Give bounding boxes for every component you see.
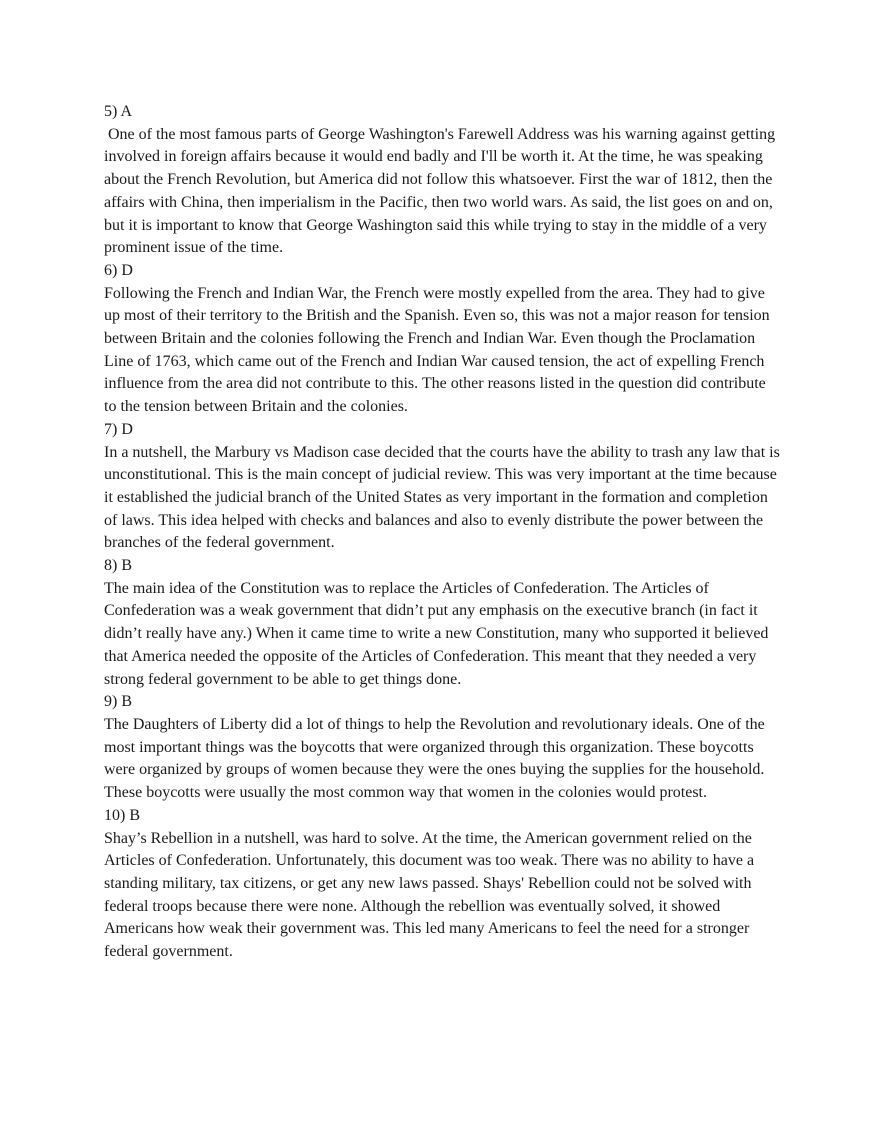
answer-text-6: Following the French and Indian War, the French were mostly expelled from the area. They had to give up most of their territory to the British and the Spanish. Even so, this was not a major reason for tension between Britain and the colonies following the French and Indian War. Even though the Proclamation Line of 1763, which came out of the French and Indian War caused tension, the act of expelling French influence from the area did not contribute to this. The other reasons listed in the question did contribute to the tension between Britain and the colonies. bbox=[104, 284, 774, 416]
answer-label-9: 9) B bbox=[104, 693, 132, 711]
answer-label-6: 6) D bbox=[104, 261, 133, 279]
document-body bbox=[104, 101, 784, 964]
answer-text-7: In a nutshell, the Marbury vs Madison case decided that the courts have the ability to trash any law that is unconstitutional. This is the main concept of judicial review. This was very important at the time because it established the judicial branch of the United States as very important in the formation and completion of laws. This idea helped with checks and balances and also to evenly distribute the power between the branches of the federal government. bbox=[104, 443, 784, 552]
answer-text-10: Shay’s Rebellion in a nutshell, was hard to solve. At the time, the American government relied on the Articles of Confederation. Unfortunately, this document was too weak. There was no ability to have a standing military, tax citizens, or get any new laws passed. Shays' Rebellion could not be solved with federal troops because there were none. Although the rebellion was eventually solved, it showed Americans how weak their government was. This led many Americans to feel the need for a stronger federal government. bbox=[104, 829, 759, 961]
answer-label-7: 7) D bbox=[104, 420, 133, 438]
answer-text-8: The main idea of the Constitution was to replace the Articles of Confederation. The Articles of Confederation was a weak government that didn’t put any emphasis on the executive branch (in fact it didn’t really have any.) When it came time to write a new Constitution, many who supported it believed that America needed the opposite of the Articles of Confederation. This meant that they needed a very strong federal government to be able to get things done. bbox=[104, 579, 773, 688]
answer-label-8: 8) B bbox=[104, 557, 132, 575]
answer-text-9: The Daughters of Liberty did a lot of things to help the Revolution and revolutionary ideals. One of the most important things was the boycotts that were organized through this organization. These boycotts were organized by groups of women because they were the ones buying the supplies for the household. These boycotts were usually the most common way that women in the colonies would protest. bbox=[104, 715, 769, 802]
answer-text-5: One of the most famous parts of George Washington's Farewell Address was his warning against getting involved in foreign affairs because it would end badly and I'll be worth it. At the time, he was speaking about the French Revolution, but America did not follow this whatsoever. First the war of 1812, then the affairs with China, then imperialism in the Pacific, then two world wars. As said, the list goes on and on, but it is important to know that George Washington said this while trying to stay in the middle of a very prominent issue of the time. bbox=[104, 125, 780, 257]
answer-label-10: 10) B bbox=[104, 806, 140, 824]
answer-label-5: 5) A bbox=[104, 103, 132, 120]
